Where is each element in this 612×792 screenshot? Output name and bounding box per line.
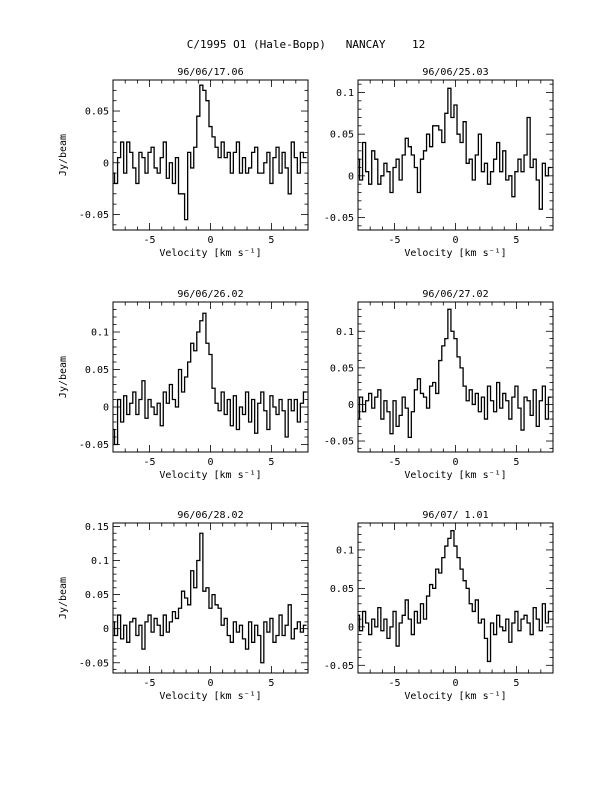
x-axis-label: Velocity [km s⁻¹] (404, 248, 507, 259)
y-tick-label: 0.1 (335, 88, 354, 99)
x-tick-label: -5 (143, 457, 156, 468)
y-tick-label: 0.1 (335, 545, 354, 557)
y-tick-label: 0 (102, 158, 109, 170)
panel-title: 96/06/28.02 (177, 510, 244, 521)
y-tick-label: -0.05 (323, 213, 354, 224)
x-tick-label: 0 (452, 678, 459, 689)
x-tick-label: 0 (452, 457, 459, 468)
y-tick-label: 0 (347, 399, 354, 411)
plot-frame (113, 302, 308, 452)
panel-title: 96/07/ 1.01 (422, 510, 489, 521)
x-tick-label: -5 (388, 457, 401, 468)
x-tick-label: 5 (513, 678, 520, 689)
x-tick-label: 0 (452, 235, 459, 246)
y-tick-label: 0 (102, 402, 109, 414)
y-tick-label: -0.05 (323, 436, 354, 448)
y-tick-label: 0.1 (90, 327, 109, 339)
x-axis-label: Velocity [km s⁻¹] (159, 470, 262, 481)
x-tick-label: 5 (513, 235, 520, 246)
x-tick-label: -5 (143, 235, 156, 246)
plot-frame (113, 523, 308, 673)
x-axis-label: Velocity [km s⁻¹] (404, 470, 507, 481)
spectrum-panel-2 (324, 67, 553, 259)
y-tick-label: 0 (102, 624, 109, 636)
y-tick-label: 0.05 (84, 590, 109, 602)
y-axis-label: Jy/beam (58, 355, 69, 399)
x-axis-label: Velocity [km s⁻¹] (404, 691, 507, 702)
x-tick-label: -5 (388, 678, 401, 689)
y-tick-label: -0.05 (78, 440, 109, 451)
x-axis-label: Velocity [km s⁻¹] (159, 691, 262, 702)
x-tick-label: -5 (388, 235, 401, 246)
spectrum-line (358, 88, 551, 209)
y-tick-label: 0.1 (90, 556, 109, 567)
y-tick-label: 0.05 (329, 363, 354, 375)
panel-title: 96/06/27.02 (422, 289, 489, 300)
y-tick-label: 0.1 (335, 326, 354, 338)
y-tick-label: 0.05 (329, 129, 354, 141)
x-tick-label: 5 (513, 457, 520, 468)
spectrum-line (113, 85, 306, 219)
spectrum-panel-4 (324, 289, 553, 481)
y-tick-label: 0 (347, 622, 354, 634)
x-axis-label: Velocity [km s⁻¹] (159, 248, 262, 259)
y-tick-label: 0.05 (84, 365, 109, 376)
x-tick-label: 5 (268, 457, 275, 468)
y-axis-label: Jy/beam (58, 133, 69, 177)
spectrum-line (113, 313, 306, 444)
panel-title: 96/06/17.06 (177, 67, 244, 78)
y-tick-label: 0.15 (84, 521, 109, 533)
spectrum-line (113, 533, 306, 663)
spectrum-panel-5 (58, 510, 308, 702)
x-tick-label: 0 (207, 235, 214, 246)
x-tick-label: 0 (207, 678, 214, 689)
y-tick-label: 0.05 (84, 106, 109, 118)
x-tick-label: 5 (268, 235, 275, 246)
spectrum-panel-6 (324, 510, 553, 702)
panel-title: 96/06/26.02 (177, 289, 244, 300)
y-axis-label: Jy/beam (58, 576, 69, 620)
x-tick-label: -5 (143, 678, 156, 689)
panel-title: 96/06/25.03 (422, 67, 489, 78)
y-tick-label: -0.05 (323, 660, 354, 672)
y-tick-label: 0 (347, 171, 354, 183)
x-tick-label: 5 (268, 678, 275, 689)
spectrum-panel-3 (58, 289, 308, 481)
y-tick-label: 0.05 (329, 583, 354, 595)
y-tick-label: -0.05 (78, 209, 109, 221)
x-tick-label: 0 (207, 457, 214, 468)
spectrum-line (358, 531, 551, 662)
spectrum-panel-1 (58, 67, 308, 259)
spectrum-line (358, 309, 551, 437)
y-tick-label: -0.05 (78, 658, 109, 670)
page-title: C/1995 O1 (Hale-Bopp) NANCAY 12 (186, 38, 426, 51)
